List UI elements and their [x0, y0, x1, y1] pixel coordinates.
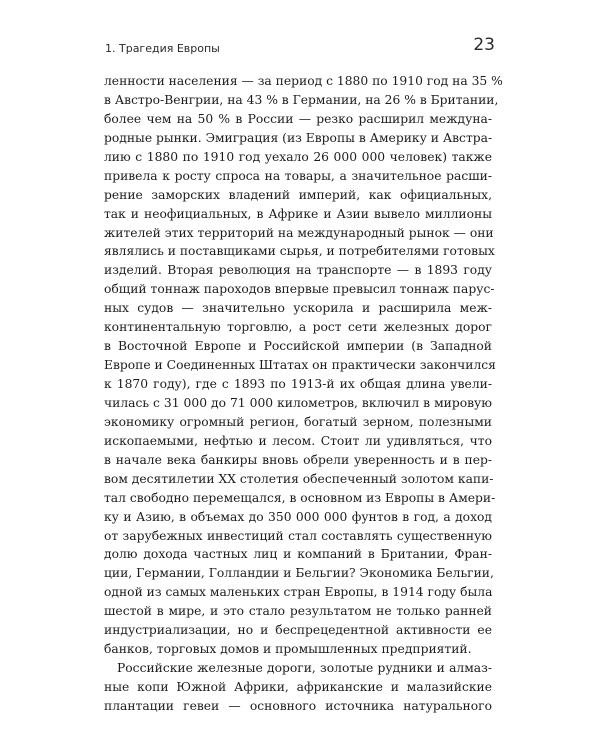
text-line: Европе и Соединенных Штатах он практически закончился [104, 358, 496, 373]
text-line: одной из самых маленьких стран Европы, в 1914 году была [104, 585, 493, 600]
text-line: континентальную торговлю, а рост сети железных дорог [104, 320, 492, 335]
text-line: в Восточной Европе и Российской империи (в Западной [104, 339, 492, 354]
text-line: ных судов — значительно ускорила и расширила меж- [104, 301, 492, 316]
text-line: жителей этих территорий на международный рынок — они [104, 225, 494, 240]
text-line: привела к росту спроса на товары, а значительное расши- [104, 168, 492, 183]
text-line: ленности населения — за период с 1880 по 1910 год на 35 % [104, 74, 503, 88]
text-line: экономику огромный регион, богатый зерном, полезными [104, 414, 492, 429]
text-line: общий тоннаж пароходов впервые превысил тоннаж парус- [104, 282, 495, 297]
text-line: к 1870 году), где с 1893 по 1913-й их общая длина увели- [104, 377, 492, 391]
text-line: вом десятилетии XX столетия обеспеченный золотом капи- [104, 471, 494, 486]
text-body [104, 72, 503, 716]
text-line: индустриализации, но и беспрецедентной активности ее [104, 623, 492, 638]
text-line: являлись и поставщиками сырья, и потребителями готовых [104, 244, 495, 259]
page-header [105, 35, 495, 59]
text-line: от зарубежных инвестиций стал составлять существенную [104, 528, 492, 543]
text-line: более чем на 50 % в России — резко расширил междуна- [104, 111, 492, 126]
text-line: плантации гевеи — основного источника натурального [104, 698, 492, 713]
text-line: банков, торговых домов и промышленных предприятий. [104, 642, 472, 657]
text-line: чилась с 31 000 до 71 000 километров, включил в мировую [104, 395, 492, 410]
text-line: ции, Германии, Голландии и Бельгии? Экономика Бельгии, [104, 566, 494, 581]
text-line: тал свободно перемещался, в основном из Европы в Амери- [104, 490, 496, 505]
text-line: шестой в мире, и это стало результатом не только ранней [104, 604, 492, 619]
text-line: ископаемыми, нефтью и лесом. Стоит ли удивляться, что [104, 433, 492, 448]
running-head: 1. Трагедия Европы [105, 42, 220, 55]
text-line: лию с 1880 по 1910 год уехало 26 000 000 человек) также [104, 149, 492, 164]
text-line: ку и Азию, в объемах до 350 000 000 фунтов в год, а доход [104, 509, 492, 524]
paragraph-first-line: Российские железные дороги, золотые рудники и алмаз- [117, 661, 492, 676]
text-line: ные копи Южной Африки, африканские и малазийские [104, 680, 492, 694]
text-line: рение заморских владений империй, как официальных, [104, 187, 492, 202]
text-line: долю дохода частных лиц и компаний в Британии, Фран- [104, 547, 492, 562]
page-number: 23 [473, 35, 495, 55]
text-line: так и неофициальных, в Африке и Азии вывело миллионы [104, 206, 492, 221]
text-line: изделий. Вторая революция на транспорте — в 1893 году [104, 263, 492, 278]
text-line: в начале века банкиры вновь обрели уверенность и в пер- [104, 452, 492, 467]
text-line: родные рынки. Эмиграция (из Европы в Америку и Австра- [104, 130, 493, 145]
text-line: в Австро-Венгрии, на 43 % в Германии, на 26 % в Британии, [104, 92, 499, 107]
